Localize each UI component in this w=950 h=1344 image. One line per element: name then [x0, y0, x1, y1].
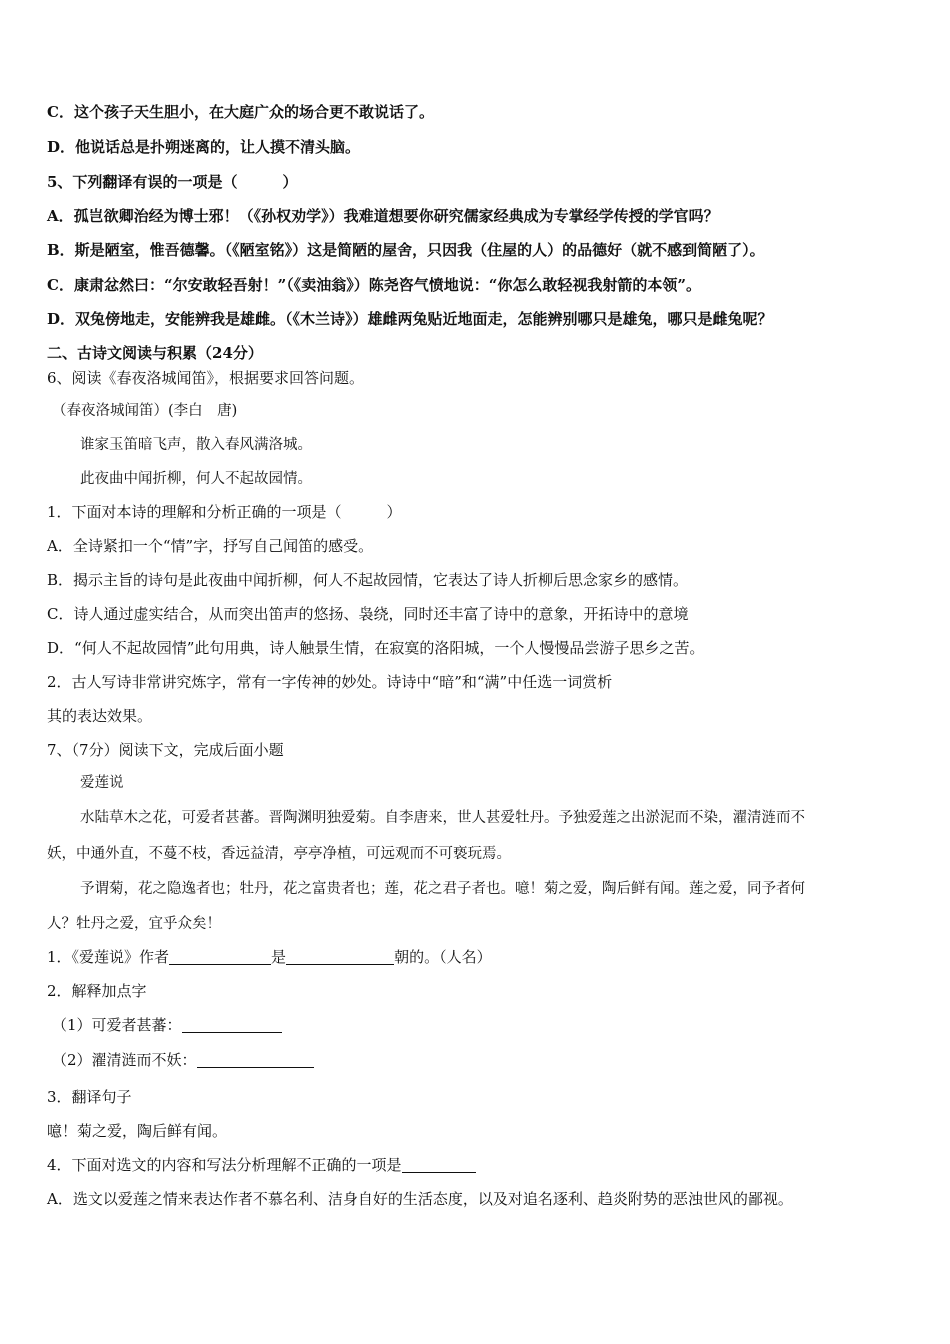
q7-sub2-item2	[52, 1050, 314, 1070]
q5-stem: 5、下列翻译有误的一项是（ ）	[47, 173, 298, 191]
dynasty-blank[interactable]	[286, 948, 394, 965]
q7-sub3-sentence: 噫！菊之爱，陶后鲜有闻。	[47, 1122, 228, 1140]
q7-sub1	[47, 947, 492, 967]
q5-option-d: D．双兔傍地走，安能辨我是雄雌。（《木兰诗》）雄雌两兔贴近地面走，怎能辨别哪只是雄兔，哪只是雌兔呢？	[47, 310, 773, 328]
author-blank[interactable]	[169, 948, 271, 965]
q7-sub2: 2．解释加点字	[47, 982, 147, 1000]
q7-sub2-item1	[52, 1015, 282, 1035]
q6-option-b: B．揭示主旨的诗句是此夜曲中闻折柳，何人不起故园情，它表达了诗人折柳后思念家乡的感情。	[47, 571, 689, 589]
q5-option-a: A．孤岂欲卿治经为博士邪！（《孙权劝学》）我难道想要你研究儒家经典成为专掌经学传授的学官吗？	[47, 207, 719, 225]
q6-sub2-line1: 2．古人写诗非常讲究炼字，常有一字传神的妙处。诗诗中“暗”和“满”中任选一词赏析	[47, 673, 613, 691]
q4-option-c: C．这个孩子天生胆小，在大庭广众的场合更不敢说话了。	[47, 103, 434, 121]
q7-sub4	[47, 1155, 476, 1175]
q7-sub4-text: 4．下面对选文的内容和写法分析理解不正确的一项是	[47, 1156, 402, 1174]
q6-option-c: C．诗人通过虚实结合，从而突出笛声的悠扬、袅绕，同时还丰富了诗中的意象，开拓诗中的意境	[47, 605, 689, 623]
essay-para1-line1: 水陆草木之花，可爱者甚蕃。晋陶渊明独爱菊。自李唐来，世人甚爱牡丹。予独爱莲之出淤泥而不染，濯清涟而不	[80, 810, 805, 826]
q6-sub1: 1．下面对本诗的理解和分析正确的一项是（ ）	[47, 503, 402, 521]
poem-line-1: 谁家玉笛暗飞声，散入春风满洛城。	[80, 437, 312, 453]
q6-sub2-line2: 其的表达效果。	[47, 707, 153, 725]
q5-option-b: B．斯是陋室，惟吾德馨。（《陋室铭》）这是简陋的屋舍，只因我（住屋的人）的品德好（就不感到简陋了）。	[47, 241, 765, 259]
answer-blank-3[interactable]	[402, 1156, 476, 1173]
q7-sub2-item1-text: （1）可爱者甚蕃：	[52, 1016, 182, 1034]
q7-sub1-text-a: 1．《爱莲说》作者	[47, 948, 170, 966]
q7-sub1-text-b: 是	[271, 948, 287, 966]
q5-option-c: C．康肃忿然曰：“尔安敢轻吾射！”（《卖油翁》）陈尧咨气愤地说：“你怎么敢轻视我射箭的本领”。	[47, 276, 701, 294]
q6-option-a: A．全诗紧扣一个“情”字，抒写自己闻笛的感受。	[47, 537, 374, 555]
q6-stem: 6、阅读《春夜洛城闻笛》，根据要求回答问题。	[47, 369, 365, 387]
essay-para2-line2: 人？牡丹之爱，宜乎众矣！	[47, 916, 221, 932]
essay-para2-line1: 予谓菊，花之隐逸者也；牡丹，花之富贵者也；莲，花之君子者也。噫！菊之爱，陶后鲜有闻。莲之爱，同予者何	[80, 881, 805, 897]
q4-option-d: D．他说话总是扑朔迷离的，让人摸不清头脑。	[47, 138, 361, 156]
q7-stem: 7、（7分）阅读下文，完成后面小题	[47, 741, 284, 759]
essay-title: 爱莲说	[80, 775, 124, 791]
answer-blank-1[interactable]	[182, 1016, 282, 1033]
q7-sub2-item2-text: （2）濯清涟而不妖：	[52, 1051, 197, 1069]
essay-para1-line2: 妖，中通外直，不蔓不枝，香远益清，亭亭净植，可远观而不可亵玩焉。	[47, 846, 511, 862]
q7-sub1-text-c: 朝的。（人名）	[394, 948, 492, 966]
q7-sub3: 3．翻译句子	[47, 1088, 132, 1106]
q7-option-a: A．选文以爱莲之情来表达作者不慕名利、洁身自好的生活态度，以及对追名逐利、趋炎附势的恶浊世风的鄙视。	[47, 1190, 793, 1208]
answer-blank-2[interactable]	[197, 1051, 314, 1068]
section-heading: 二、古诗文阅读与积累（24分）	[47, 344, 263, 362]
poem-title: （春夜洛城闻笛）(李白 唐)	[52, 403, 238, 419]
poem-line-2: 此夜曲中闻折柳，何人不起故园情。	[80, 471, 312, 487]
q6-option-d: D．“何人不起故园情”此句用典，诗人触景生情，在寂寞的洛阳城，一个人慢慢品尝游子思乡之苦。	[47, 639, 705, 657]
